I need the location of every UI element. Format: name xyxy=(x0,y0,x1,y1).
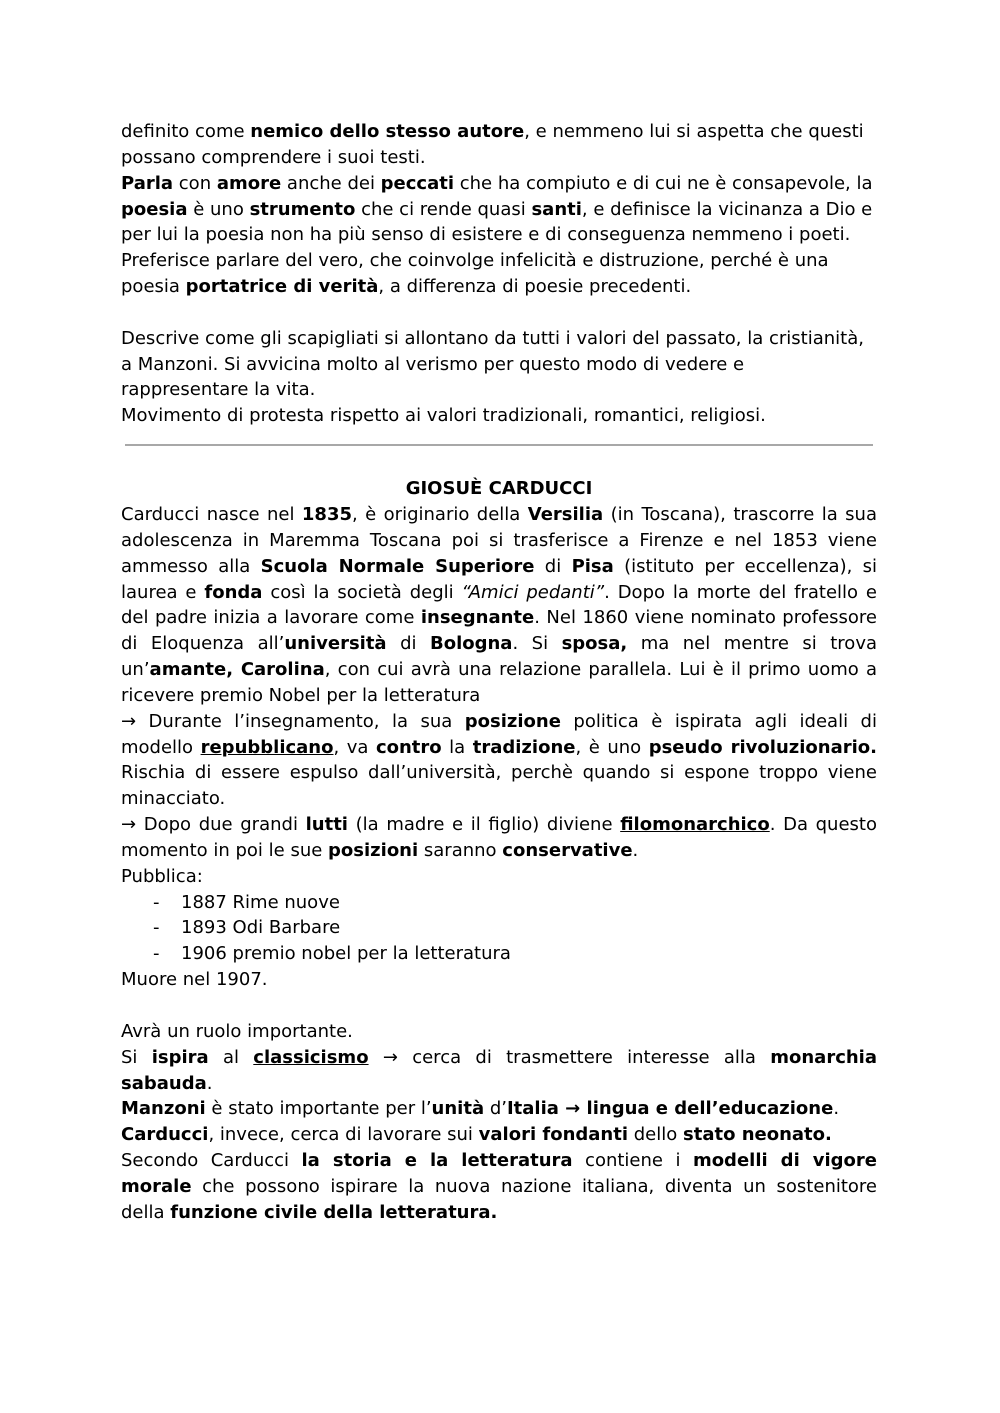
bold-run: amore xyxy=(216,172,282,194)
text-run: . Dopo la morte del fratello e del padre inizia a lavorare come xyxy=(121,581,877,629)
bold-run: valori fondanti xyxy=(478,1124,629,1146)
paragraph-politics xyxy=(121,709,877,812)
text-run: Secondo Carducci xyxy=(121,1150,302,1172)
blank-line xyxy=(121,300,877,326)
list-item-text: 1906 premio nobel per la letteratura xyxy=(181,943,511,965)
text-run: Si xyxy=(121,1046,152,1068)
bold-run: Carducci xyxy=(121,1124,209,1146)
bold-run: fonda xyxy=(204,581,263,603)
bold-run: Scuola Normale Superiore xyxy=(260,555,535,577)
list-dash: - xyxy=(153,943,160,965)
section-title: GIOSUÈ CARDUCCI xyxy=(405,478,593,500)
bold-run: la storia e la letteratura xyxy=(301,1150,573,1172)
text-run: di xyxy=(386,633,430,655)
paragraph-scapigliati: Descrive come gli scapigliati si allontano da tutti i valori del passato, la cristianità, a Manzoni. Si avvicina molto al verismo per questo modo di vedere e rappresentare la vita. xyxy=(121,327,864,401)
text-run: al xyxy=(208,1046,254,1068)
italic-run: “Amici pedanti” xyxy=(461,581,605,603)
bold-run: Italia → lingua e dell’educazione xyxy=(506,1098,834,1120)
paragraph-biography xyxy=(121,502,877,709)
text-run: . xyxy=(833,1098,840,1120)
text-run: . Da questo momento in poi le sue xyxy=(121,814,877,861)
bold-run: pseudo rivoluzionario. xyxy=(648,736,877,758)
list-item xyxy=(121,915,877,941)
bold-run: monarchia sabauda xyxy=(121,1046,877,1094)
text-run: d’ xyxy=(484,1098,507,1120)
paragraph-truth xyxy=(121,248,877,300)
page-content xyxy=(121,119,877,1226)
text-run: ma nel mentre si trova un’ xyxy=(121,633,877,681)
paragraph-manzoni xyxy=(121,1096,877,1122)
bold-run: 1835 xyxy=(301,503,352,525)
paragraph-enemy xyxy=(121,119,877,171)
bold-run: università xyxy=(284,633,387,655)
paragraph-inspire xyxy=(121,1045,877,1097)
bold-run: Pisa xyxy=(571,555,614,577)
paragraph-love-sins xyxy=(121,171,877,249)
underlined-run: repubblicano xyxy=(200,736,334,758)
text-run: , e definisce la vicinanza a Dio e per lui la poesia non ha più senso di esistere e di conseguenza nemmeno i poeti. xyxy=(121,198,873,246)
text-run: è uno xyxy=(187,198,250,220)
text-run: contiene i xyxy=(572,1150,693,1172)
bold-run: posizione xyxy=(464,710,561,732)
bold-run: tradizione xyxy=(472,736,576,758)
paragraph-carducci-values xyxy=(121,1122,877,1148)
text-run: definito come xyxy=(121,121,251,142)
list-item-text: 1893 Odi Barbare xyxy=(181,917,341,939)
paragraph-according xyxy=(121,1148,877,1226)
bold-run: portatrice di verità xyxy=(185,276,379,298)
bold-run: ispira xyxy=(151,1046,209,1068)
bold-run: strumento xyxy=(249,198,356,220)
paragraph-protest: Movimento di protesta rispetto ai valori tradizionali, romantici, religiosi. xyxy=(121,405,766,427)
list-dash: - xyxy=(153,917,160,939)
text-run: , e nemmeno lui si aspetta che questi possano comprendere i suoi testi. xyxy=(121,121,864,168)
paragraph-death: Muore nel 1907. xyxy=(121,969,268,991)
text-run: , è uno xyxy=(575,736,649,758)
text-run: Rischia di essere espulso dall’università, perchè quando si espone troppo viene minacciato. xyxy=(121,762,877,810)
text-run: , con cui avrà una relazione parallela. Lui è il primo uomo a ricevere premio Nobel per la letteratura xyxy=(121,659,877,706)
text-run: così la società degli xyxy=(262,581,462,603)
list-item xyxy=(121,941,877,967)
text-run: Preferisce parlare del vero, che coinvolge infelicità e distruzione, perché è una poesia xyxy=(121,250,829,298)
bold-run: funzione civile della letteratura. xyxy=(170,1201,498,1223)
bold-run: santi xyxy=(531,198,582,220)
bold-run: peccati xyxy=(380,172,455,194)
text-run: , invece, cerca di lavorare sui xyxy=(208,1124,479,1146)
bold-run: sposa, xyxy=(561,633,628,655)
text-run: di xyxy=(534,555,572,577)
text-run: . xyxy=(206,1072,213,1094)
text-run: dello xyxy=(628,1124,683,1146)
list-dash: - xyxy=(153,891,160,913)
bold-run: stato neonato. xyxy=(683,1124,832,1146)
text-run: con xyxy=(173,172,217,194)
bold-run: modelli di vigore morale xyxy=(121,1150,877,1197)
list-item xyxy=(121,890,877,916)
text-run: (istituto per eccellenza), si laurea e xyxy=(121,555,878,603)
section-divider xyxy=(125,444,873,446)
bold-run: posizioni xyxy=(328,839,419,861)
underlined-run: classicismo xyxy=(253,1046,369,1068)
text-run: . Nel 1860 viene nominato professore di Eloquenza all’ xyxy=(121,607,877,655)
bold-run: insegnante xyxy=(420,607,535,629)
text-run: → Durante l’insegnamento, la sua xyxy=(121,710,465,732)
text-run: che ci rende quasi xyxy=(355,198,532,220)
bold-run: amante, Carolina xyxy=(149,659,325,681)
bold-run: Manzoni xyxy=(121,1098,206,1120)
bold-run: unità xyxy=(431,1098,485,1120)
text-run: → Dopo due grandi xyxy=(121,814,306,836)
bold-run: poesia xyxy=(121,198,188,220)
text-run: è stato importante per l’ xyxy=(205,1098,432,1120)
text-run: che ha compiuto e di cui ne è consapevole, la xyxy=(454,172,873,194)
text-run: . xyxy=(632,839,639,861)
bold-run: nemico dello stesso autore xyxy=(250,121,525,142)
publishes-label: Pubblica: xyxy=(121,865,203,887)
text-run: politica è ispirata agli ideali di modello xyxy=(121,710,877,758)
text-run: Carducci nasce nel xyxy=(121,503,302,525)
bold-run: Versilia xyxy=(527,503,604,525)
bold-run: lutti xyxy=(305,814,348,836)
text-run: , va xyxy=(333,736,376,758)
underlined-run: filomonarchico xyxy=(620,814,770,836)
text-run: → cerca di trasmettere interesse alla xyxy=(368,1046,771,1068)
text-run: la xyxy=(441,736,473,758)
bold-run: Bologna xyxy=(429,633,513,655)
text-run: anche dei xyxy=(281,172,381,194)
text-run: , è originario della xyxy=(352,503,528,525)
text-run: , a differenza di poesie precedenti. xyxy=(378,276,692,298)
works-list xyxy=(121,890,877,968)
text-run: che possono ispirare la nuova nazione italiana, diventa un sostenitore della xyxy=(121,1175,877,1223)
bold-run: Parla xyxy=(121,172,174,194)
text-run: saranno xyxy=(418,839,503,861)
bold-run: contro xyxy=(375,736,442,758)
text-run: (in Toscana), trascorre la sua adolescenza in Maremma Toscana poi si trasferisce a Firenze e nel 1853 viene ammesso alla xyxy=(121,503,877,577)
text-run: . Si xyxy=(512,633,562,655)
blank-line xyxy=(121,993,877,1019)
list-item-text: 1887 Rime nuove xyxy=(181,891,340,913)
text-run: (la madre e il figlio) diviene xyxy=(347,814,621,836)
bold-run: conservative xyxy=(502,839,633,861)
paragraph-mourning xyxy=(121,812,877,864)
paragraph-role: Avrà un ruolo importante. xyxy=(121,1020,353,1042)
